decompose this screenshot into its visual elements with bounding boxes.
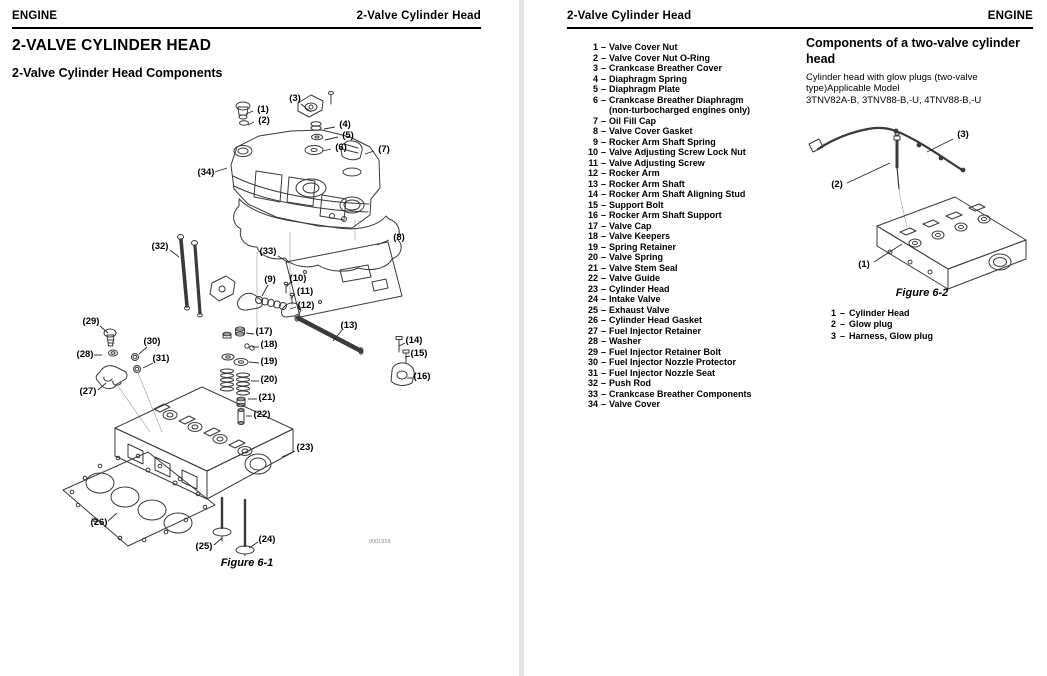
part-number: 12	[587, 168, 598, 178]
part-name: Fuel Injector Retainer Bolt	[609, 346, 722, 357]
legend-item	[828, 319, 933, 330]
part-name: Valve Cap	[609, 220, 652, 231]
part-name: Fuel Injector Retainer	[609, 325, 702, 336]
callout-21: (21)	[258, 392, 276, 403]
dash: –	[600, 63, 606, 73]
callout-11: (11)	[296, 286, 314, 297]
parts-list-item	[582, 63, 817, 74]
part-name: Exhaust Valve	[609, 304, 670, 315]
part-name: Push Rod	[609, 378, 651, 388]
legend-item	[828, 331, 933, 342]
part-number: 34	[587, 399, 598, 409]
callout-34: (34)	[197, 167, 215, 178]
legend-item	[828, 308, 933, 319]
dash: –	[600, 241, 606, 252]
callout-2: (2)	[258, 115, 270, 126]
parts-list-item	[582, 273, 817, 284]
parts-list-item	[582, 389, 817, 400]
callout-13: (13)	[340, 320, 358, 331]
parts-list-item	[582, 242, 817, 253]
parts-list-item	[582, 221, 817, 232]
section-subtitle: 2-Valve Cylinder Head Components	[12, 66, 223, 80]
part-number: 18	[587, 231, 598, 241]
dash: –	[839, 319, 845, 330]
figure-6-1-leader-lines	[94, 104, 413, 548]
parts-list-item	[582, 252, 817, 263]
dash: –	[600, 252, 606, 262]
part-name: Valve Keepers	[609, 231, 671, 241]
parts-list-item	[582, 263, 817, 274]
part-number: 6	[592, 94, 598, 105]
part-number: 2	[592, 52, 598, 63]
parts-list-item	[582, 137, 817, 148]
part-number: 31	[587, 367, 598, 378]
dash: –	[600, 325, 606, 336]
part-number: 8	[592, 126, 598, 136]
figure-6-1-caption: Figure 6-1	[220, 557, 274, 569]
dash: –	[600, 336, 606, 346]
part-name: Fuel Injector Nozzle Seat	[609, 367, 716, 378]
part-number: 9	[592, 136, 598, 147]
callout-18: (18)	[260, 339, 278, 350]
part-number: 7	[592, 115, 598, 126]
dash: –	[600, 304, 606, 315]
dash: –	[600, 210, 606, 220]
header-left-text: ENGINE	[12, 10, 58, 22]
callout-28: (28)	[76, 349, 94, 360]
dash: –	[600, 262, 606, 273]
part-name: Cylinder Head	[609, 283, 670, 294]
part-number: 1	[592, 42, 598, 52]
callout-23: (23)	[296, 442, 314, 453]
parts-list-item	[582, 158, 817, 169]
dash: –	[600, 294, 606, 304]
dash: –	[600, 378, 606, 388]
legend-number: 1	[830, 308, 836, 318]
dash: –	[600, 220, 606, 231]
parts-list-item	[582, 147, 817, 158]
parts-list-item	[582, 315, 817, 326]
page-title: 2-VALVE CYLINDER HEAD	[12, 37, 212, 54]
parts-list-item	[582, 42, 817, 53]
part-number: 25	[587, 304, 598, 315]
dash: –	[600, 73, 606, 84]
part-name: Washer	[609, 336, 642, 346]
part-name: Valve Adjusting Screw	[609, 157, 705, 168]
part-name: Rocker Arm Shaft Support	[609, 210, 722, 220]
part-number: 29	[587, 346, 598, 357]
callout-10: (10)	[289, 273, 307, 284]
part-name: Crankcase Breather Cover	[609, 63, 723, 73]
dash: –	[600, 94, 606, 105]
dash: –	[600, 315, 606, 325]
part-number: 19	[587, 241, 598, 252]
part-number: 33	[587, 388, 598, 399]
dash: –	[600, 168, 606, 178]
parts-list-item	[582, 84, 817, 95]
part-name: Rocker Arm	[609, 168, 660, 178]
part-number: 14	[587, 189, 598, 199]
callout-31: (31)	[152, 353, 170, 364]
dash: –	[600, 399, 606, 409]
part-number: 27	[587, 325, 598, 336]
header-right-text: 2-Valve Cylinder Head	[356, 10, 481, 22]
part-name: Valve Cover Nut	[609, 42, 678, 52]
part-number: 20	[587, 252, 598, 262]
part-number: 21	[587, 262, 598, 273]
parts-list-item	[582, 53, 817, 64]
part-number: 11	[588, 157, 598, 168]
parts-list-item	[582, 399, 817, 410]
dash: –	[600, 52, 606, 63]
dash: –	[839, 330, 845, 341]
callout-8: (8)	[393, 232, 405, 243]
callout-7: (7)	[378, 144, 390, 155]
parts-list-item	[582, 378, 817, 389]
dash: –	[600, 367, 606, 378]
parts-list-item	[582, 368, 817, 379]
callout-25: (25)	[195, 541, 213, 552]
dash: –	[600, 273, 606, 283]
dash: –	[600, 136, 606, 147]
left-page	[0, 0, 519, 676]
figure-6-2-caption: Figure 6-2	[895, 287, 949, 299]
part-name: Cylinder Head Gasket	[609, 315, 703, 325]
callout-20: (20)	[260, 374, 278, 385]
part-name: Crankcase Breather Diaphragm	[609, 94, 744, 105]
part-name: Rocker Arm Shaft Aligning Stud	[609, 189, 746, 199]
parts-list-item	[582, 231, 817, 242]
part-note: (non-turbocharged engines only)	[609, 105, 750, 115]
parts-list-item	[582, 179, 817, 190]
parts-list-item	[582, 284, 817, 295]
callout-2: (2)	[831, 179, 843, 190]
section-heading: Components of a two-valve cylinder head	[806, 36, 1020, 66]
callout-1: (1)	[858, 259, 870, 270]
dash: –	[600, 283, 606, 294]
header-rule	[12, 27, 481, 29]
body-line: 3TNV82A-B, 3TNV88-B,-U, 4TNV88-B,-U	[806, 94, 982, 106]
callout-26: (26)	[90, 517, 108, 528]
figure-6-1-drawing	[63, 92, 414, 557]
part-number: 30	[587, 357, 598, 367]
part-name: Fuel Injector Nozzle Protector	[609, 357, 737, 367]
figure-6-2-leader-lines	[847, 139, 953, 262]
parts-list-item	[582, 347, 817, 358]
part-name: Valve Guide	[609, 273, 661, 283]
callout-32: (32)	[151, 241, 169, 252]
callout-6: (6)	[335, 142, 347, 153]
part-name: Rocker Arm Shaft	[609, 178, 685, 189]
part-name: Valve Stem Seal	[609, 262, 678, 273]
callout-29: (29)	[82, 316, 100, 327]
part-number: 13	[587, 178, 598, 189]
callout-16: (16)	[413, 371, 431, 382]
callout-4: (4)	[339, 119, 351, 130]
parts-list-item	[582, 200, 817, 211]
legend-name: Cylinder Head	[849, 308, 910, 318]
part-name: Rocker Arm Shaft Spring	[609, 136, 716, 147]
part-name: Intake Valve	[609, 294, 661, 304]
callout-17: (17)	[255, 326, 273, 337]
parts-list-item	[582, 305, 817, 316]
section-body	[806, 72, 981, 106]
callout-5: (5)	[342, 130, 354, 141]
parts-list-item	[582, 210, 817, 221]
right-page	[524, 0, 1047, 676]
callout-27: (27)	[79, 386, 97, 397]
dash: –	[600, 178, 606, 189]
part-number: 32	[587, 378, 598, 388]
parts-list-item	[582, 95, 817, 116]
dash: –	[600, 42, 606, 52]
drawing-id: 0001919	[369, 539, 391, 545]
dash: –	[600, 84, 606, 94]
callout-22: (22)	[253, 409, 271, 420]
dash: –	[600, 115, 606, 126]
dash: –	[600, 157, 606, 168]
figure-6-2	[804, 116, 1047, 292]
dash: –	[839, 308, 845, 318]
part-number: 24	[587, 294, 598, 304]
part-name: Diaphragm Plate	[609, 84, 681, 94]
parts-list	[582, 42, 817, 410]
dash: –	[600, 199, 606, 210]
parts-list-item	[582, 357, 817, 368]
callout-14: (14)	[405, 335, 423, 346]
part-name: Valve Adjusting Screw Lock Nut	[609, 147, 746, 157]
parts-list-item	[582, 126, 817, 137]
callout-19: (19)	[260, 356, 278, 367]
right-page-header	[567, 10, 1033, 22]
part-number: 15	[587, 199, 598, 210]
part-name: Valve Cover Gasket	[609, 126, 693, 136]
dash: –	[600, 147, 606, 157]
part-number: 17	[587, 220, 598, 231]
figure-6-2-drawing	[809, 128, 1026, 289]
part-number: 16	[587, 210, 598, 220]
figure-6-1-callouts	[77, 93, 431, 552]
callout-30: (30)	[143, 336, 161, 347]
part-name: Crankcase Breather Components	[609, 388, 752, 399]
part-number: 26	[587, 315, 598, 325]
part-number: 4	[592, 73, 598, 84]
part-number: 22	[587, 273, 598, 283]
part-number: 5	[592, 84, 598, 94]
callout-3: (3)	[957, 129, 969, 140]
callout-15: (15)	[410, 348, 428, 359]
part-name: Valve Spring	[609, 252, 664, 262]
left-page-header	[12, 10, 481, 22]
parts-list-item	[582, 326, 817, 337]
legend-name: Glow plug	[849, 319, 893, 330]
callout-33: (33)	[259, 246, 277, 257]
dash: –	[600, 357, 606, 367]
header-left-text: 2-Valve Cylinder Head	[567, 10, 692, 22]
part-name: Spring Retainer	[609, 241, 677, 252]
callout-24: (24)	[258, 534, 276, 545]
legend-number: 3	[830, 330, 836, 341]
dash: –	[600, 126, 606, 136]
part-number: 3	[592, 63, 598, 73]
callout-3: (3)	[289, 93, 301, 104]
dash: –	[600, 231, 606, 241]
legend-number: 2	[830, 319, 836, 330]
dash: –	[600, 346, 606, 357]
figure-6-2-legend	[828, 308, 933, 342]
callout-9: (9)	[264, 274, 276, 285]
part-name: Oil Fill Cap	[609, 115, 657, 126]
figure-6-1	[8, 90, 508, 556]
parts-list-item	[582, 294, 817, 305]
parts-list-item	[582, 74, 817, 85]
part-name: Diaphragm Spring	[609, 73, 688, 84]
callout-12: (12)	[297, 300, 315, 311]
dash: –	[600, 189, 606, 199]
header-rule	[567, 27, 1033, 29]
parts-list-item	[582, 168, 817, 179]
body-line: type)Applicable Model	[806, 83, 900, 95]
dash: –	[600, 388, 606, 399]
body-line: Cylinder head with glow plugs (two-valve	[806, 72, 978, 83]
part-number: 28	[587, 336, 598, 346]
parts-list-item	[582, 116, 817, 127]
part-number: 10	[587, 147, 598, 157]
legend-name: Harness, Glow plug	[849, 330, 934, 341]
part-name: Valve Cover Nut O-Ring	[609, 52, 711, 63]
parts-list-item	[582, 336, 817, 347]
callout-1: (1)	[257, 104, 269, 115]
parts-list-item	[582, 189, 817, 200]
header-right-text: ENGINE	[987, 10, 1033, 22]
part-name: Valve Cover	[609, 399, 661, 409]
part-number: 23	[587, 283, 598, 294]
part-name: Support Bolt	[609, 199, 664, 210]
